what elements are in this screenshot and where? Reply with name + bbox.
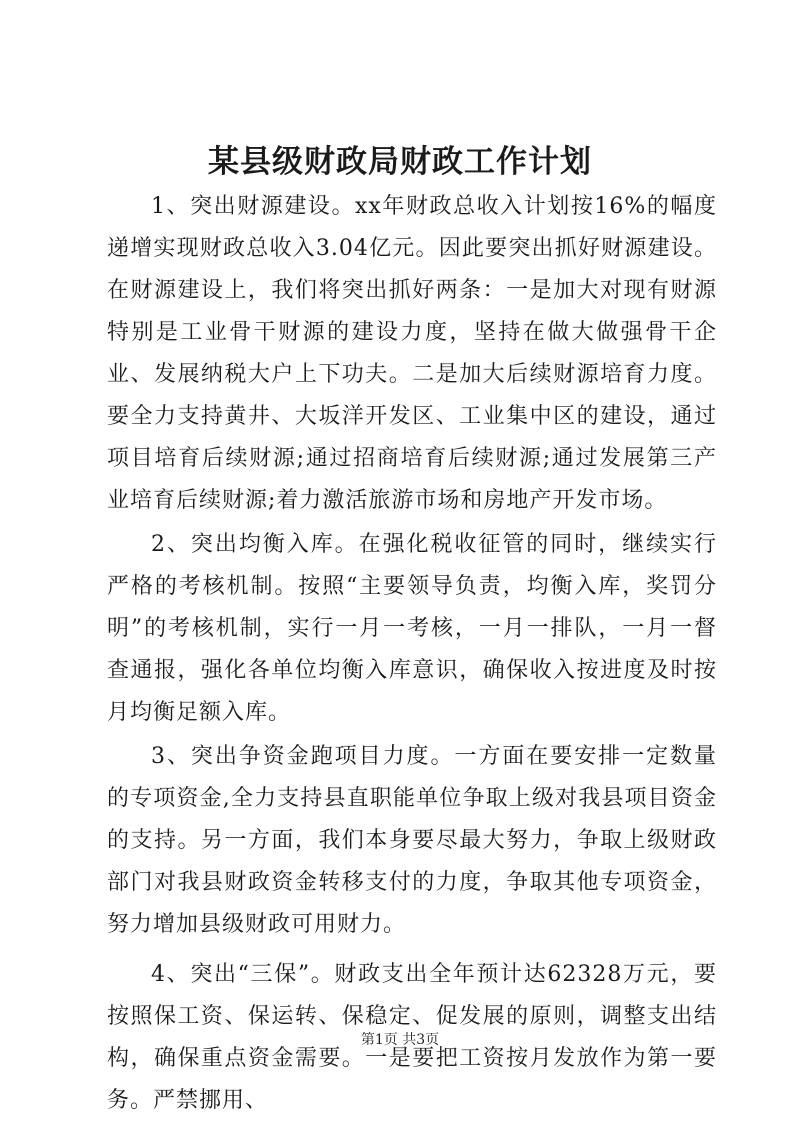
document-body (107, 186, 717, 1122)
paragraph-2: 2、突出均衡入库。在强化税收征管的同时，继续实行严格的考核机制。按照“主要领导负责，均衡入库，奖罚分明”的考核机制，实行一月一考核，一月一排队，一月一督查通报，强化各单位均衡入库意识，确保收入按进度及时按月均衡足额入库。 (107, 532, 717, 725)
paragraph-3: 3、突出争资金跑项目力度。一方面在要安排一定数量的专项资金,全力支持县直职能单位争取上级对我县项目资金的支持。另一方面，我们本身要尽最大努力，争取上级财政部门对我县财政资金转移支付的力度，争取其他专项资金，努力增加县级财政可用财力。 (107, 744, 717, 937)
paragraph-4: 4、突出“三保”。财政支出全年预计达62328万元，要按照保工资、保运转、保稳定、促发展的原则，调整支出结构，确保重点资金需要。一是要把工资按月发放作为第一要务。严禁挪用、 (107, 962, 717, 1113)
paragraph-1: 1、突出财源建设。xx年财政总收入计划按16%的幅度递增实现财政总收入3.04亿元。因此要突出抓好财源建设。在财源建设上，我们将突出抓好两条：一是加大对现有财源特别是工业骨干财源的建设力度，坚持在做大做强骨干企业、发展纳税大户上下功夫。二是加大后续财源培育力度。要全力支持黄井、大坂洋开发区、工业集中区的建设，通过项目培育后续财源;通过招商培育后续财源;通过发展第三产业培育后续财源;着力激活旅游市场和房地产开发市场。 (107, 194, 717, 513)
page-footer: 第1页 共3页 (360, 1032, 440, 1048)
page-title: 某县级财政局财政工作计划 (208, 144, 592, 180)
